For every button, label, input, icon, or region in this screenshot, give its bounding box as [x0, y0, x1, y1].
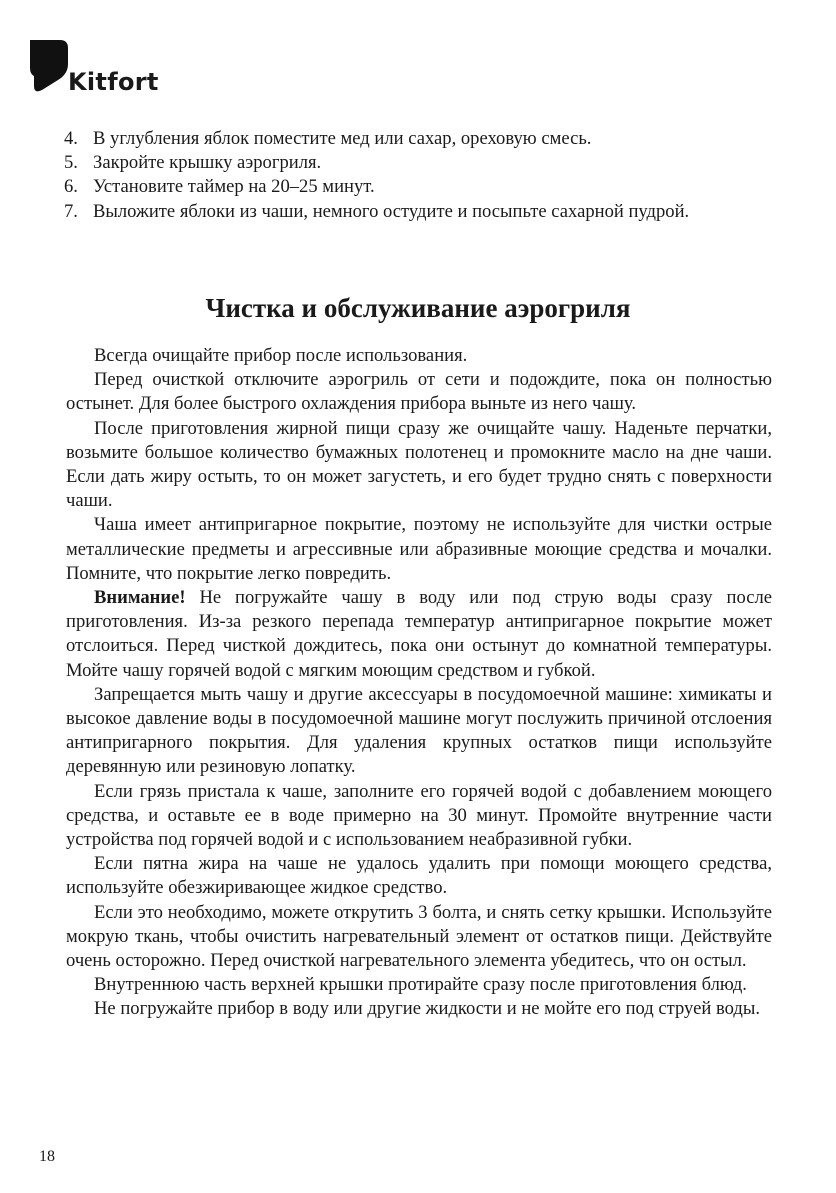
- page-number: 18: [39, 1148, 55, 1165]
- paragraph: Не погружайте прибор в воду или другие жидкости и не мойте его под струей воды.: [94, 998, 760, 1020]
- paragraph: Внутреннюю часть верхней крышки протирайте сразу после приготовления блюд.: [94, 974, 747, 996]
- paragraph: Если пятна жира на чаше не удалось удалить при помощи моющего средства, используйте обезжиривающее жидкое средство.: [66, 853, 772, 899]
- paragraph: Перед очисткой отключите аэрогриль от сети и подождите, пока он полностью остынет. Для более быстрого охлаждения прибора выньте из него чашу.: [66, 369, 772, 415]
- kitfort-logo-icon: [30, 40, 70, 95]
- paragraph: Запрещается мыть чашу и другие аксессуары в посудомоечной машине: химикаты и высокое давление воды в посудомоечной машине могут послужить причиной отслоения антипригарного покрытия. Для удаления крупных остатков пищи используйте деревянную или резиновую лопатку.: [66, 683, 772, 778]
- section-title: Чистка и обслуживание аэрогриля: [205, 293, 631, 323]
- step-text: Выложите яблоки из чаши, немного остудите и посыпьте сахарной пудрой.: [93, 200, 690, 222]
- step-text: Установите таймер на 20–25 минут.: [93, 176, 375, 198]
- step-text: В углубления яблок поместите мед или сахар, ореховую смесь.: [93, 128, 592, 149]
- warning-paragraph: [66, 586, 772, 683]
- paragraph: После приготовления жирной пищи сразу же очищайте чашу. Наденьте перчатки, возьмите большое количество бумажных полотенец и промокните масло на дне чаши. Если дать жиру остыть, то он может загустеть, и его будет трудно снять с поверхности чаши.: [66, 417, 772, 512]
- paragraph: Всегда очищайте прибор после использования.: [94, 345, 468, 366]
- step-number: 7.: [64, 200, 78, 222]
- list-item: [64, 127, 784, 151]
- kitfort-logo: [30, 40, 180, 100]
- warning-text: Не погружайте чашу в воду или под струю воды сразу после приготовления. Из-за резкого перепада температур антипригарное покрытие может отслоиться. Перед чисткой дождитесь, пока они остынут до комнатной температуры. Мойте чашу горячей водой с мягким моющим средством и губкой.: [66, 587, 772, 681]
- paragraph: Чаша имеет антипригарное покрытие, поэтому не используйте для чистки острые металлические предметы и агрессивные или абразивные моющие средства и мочалки. Помните, что покрытие легко повредить.: [66, 514, 772, 584]
- step-number: 6.: [64, 176, 78, 198]
- warning-label: Внимание!: [94, 587, 186, 609]
- list-item: [64, 200, 784, 224]
- list-item: [64, 151, 784, 175]
- body-text: [66, 344, 772, 1022]
- steps-list: [64, 127, 784, 224]
- list-item: [64, 175, 784, 199]
- brand-name: Kitfort: [68, 68, 159, 96]
- step-text: Закройте крышку аэрогриля.: [93, 152, 322, 174]
- paragraph: Если это необходимо, можете открутить 3 болта, и снять сетку крышки. Используйте мокрую ткань, чтобы очистить нагревательный элемент от остатков пищи. Действуйте очень осторожно. Перед очисткой нагревательного элемента убедитесь, что он остыл.: [66, 901, 772, 972]
- step-number: 5.: [64, 152, 78, 174]
- step-number: 4.: [64, 128, 78, 149]
- paragraph: Если грязь пристала к чаше, заполните его горячей водой с добавлением моющего средства, и оставьте ее в воде примерно на 30 минут. Промойте внутренние части устройства под горячей водой и с использованием неабразивной губки.: [66, 780, 772, 851]
